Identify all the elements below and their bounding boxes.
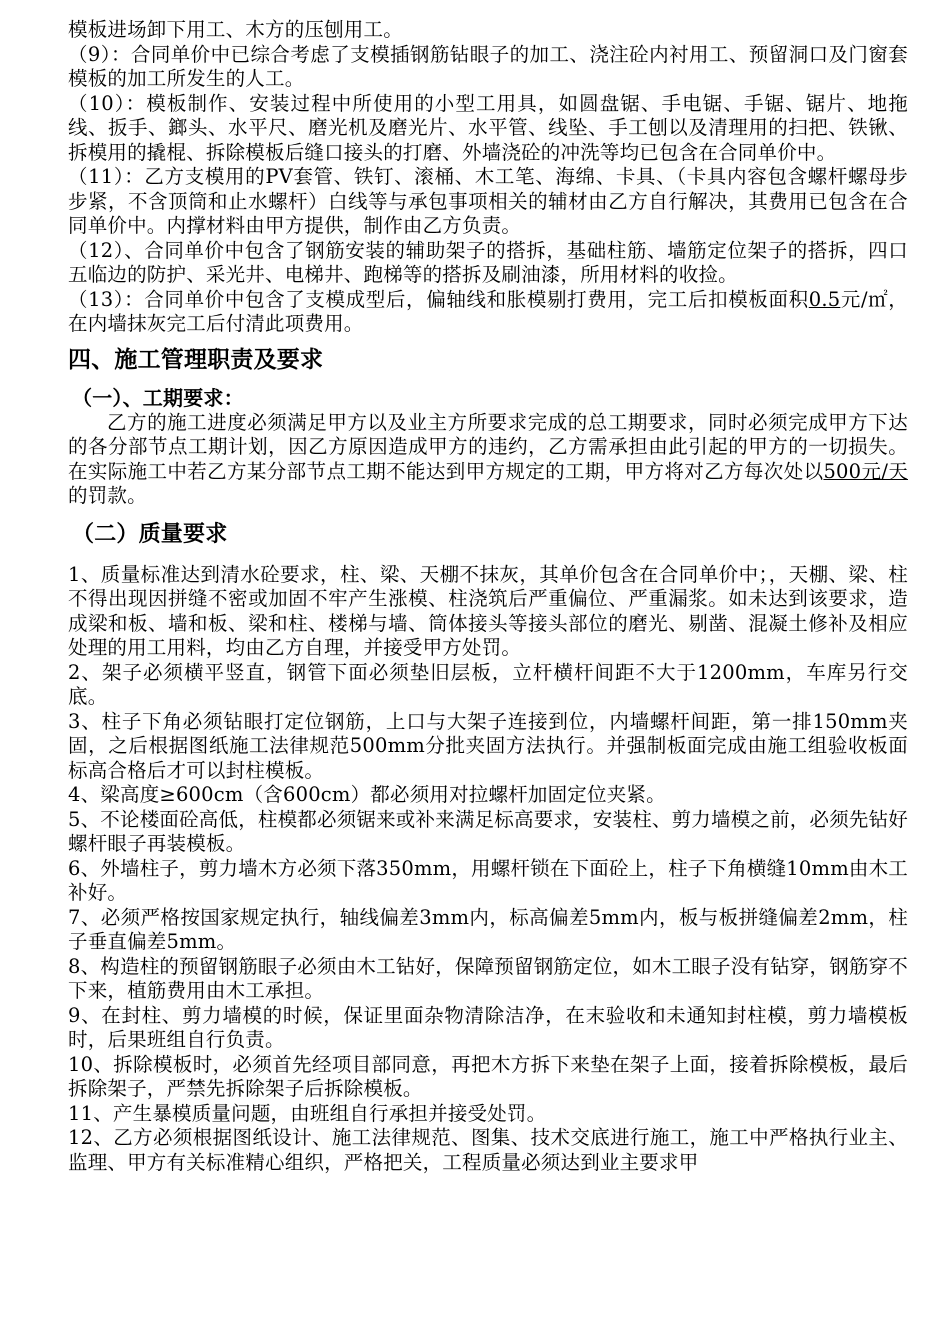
item13-text-pre: （13）：合同单价中包含了支模成型后，偏轴线和胀模剔打费用，完工后扣模板面积: [68, 287, 809, 311]
schedule-paragraph: [68, 411, 908, 509]
quality-item: 10、拆除模板时，必须首先经项目部同意，再把木方拆下来垫在架子上面，接着拆除模板，最后拆除架子，严禁先拆除架子后拆除模板。: [68, 1052, 908, 1100]
quality-item: 12、乙方必须根据图纸设计、施工法律规范、图集、技术交底进行施工，施工中严格执行业主、监理、甲方有关标准精心组织，严格把关，工程质量必须达到业主要求甲: [68, 1126, 908, 1174]
quality-item: 4、梁高度≥600cm（含600cm）都必须用对拉螺杆加固定位夹紧。: [68, 783, 666, 806]
section-heading: 四、施工管理职责及要求: [68, 346, 324, 373]
contract-item-9: （9）：合同单价中已综合考虑了支模插钢筋钻眼子的加工、浇注砼内衬用工、预留洞口及门窗套模板的加工所发生的人工。: [68, 42, 908, 90]
item13-value: 0.5: [808, 287, 841, 311]
item13-text-post: 元/㎡，在内墙抹灰完工后付清此项费用。: [68, 287, 908, 335]
quality-item: 2、架子必须横平竖直，钢管下面必须垫旧层板，立杆横杆间距不大于1200mm，车库另行交底。: [68, 660, 908, 708]
quality-item: 6、外墙柱子，剪力墙木方必须下落350mm，用螺杆锁在下面砼上，柱子下角横缝10mm由木工补好。: [68, 856, 908, 904]
schedule-fine: 500元/天: [823, 459, 908, 483]
quality-item: 9、在封柱、剪力墙模的时候，保证里面杂物清除洁净，在末验收和未通知封柱模，剪力墙模板时，后果班组自行负责。: [68, 1003, 908, 1051]
contract-item-12: （12）、合同单价中包含了钢筋安装的辅助架子的搭拆，基础柱筋、墙筋定位架子的搭拆，四口五临边的防护、采光井、电梯井、跑梯等的搭拆及刷油漆，所用材料的收捡。: [68, 238, 908, 286]
quality-item: 5、不论楼面砼高低，柱模都必须锯来或补来满足标高要求，安装柱、剪力墙模之前，必须先钻好螺杆眼子再装模板。: [68, 807, 909, 855]
quality-item: 7、必须严格按国家规定执行，轴线偏差3mm内，标高偏差5mm内，板与板拼缝偏差2mm，柱子垂直偏差5mm。: [68, 905, 908, 953]
contract-item-11: （11）：乙方支模用的PV套管、铁钉、滚桶、木工笔、海绵、卡具、（卡具内容包含螺杆螺母步步紧，不含顶筒和止水螺杆）白线等与承包事项相关的辅材由乙方自行解决，其费用已包含在合同单价中。内撑材料由甲方提供，制作由乙方负责。: [68, 165, 908, 237]
item8-tail: 模板进场卸下用工、木方的压刨用工。: [68, 18, 403, 41]
contract-item-13: [68, 288, 908, 337]
quality-item: 3、柱子下角必须钻眼打定位钢筋，上口与大架子连接到位，内墙螺杆间距，第一排150mm夹固，之后根据图纸施工法律规范500mm分批夹固方法执行。并强制板面完成由施工组验收板面标高合格后才可以封柱模板。: [68, 709, 908, 782]
quality-item: 1、质量标准达到清水砼要求，柱、梁、天棚不抹灰，其单价包含在合同单价中；，天棚、梁、柱不得出现因拼缝不密或加固不牢产生涨模、柱浇筑后严重偏位、严重漏浆。如未达到该要求，造成梁和板、墙和板、梁和柱、楼梯与墙、筒体接头等接头部位的磨光、剔凿、混凝土修补及相应处理的用工用料，均由乙方自理，并接受甲方处罚。: [68, 562, 908, 659]
subsection-schedule-title: （一）、工期要求：: [72, 385, 244, 410]
quality-item: 11、产生暴模质量问题，由班组自行承担并接受处罚。: [68, 1101, 547, 1125]
schedule-text-post: 的罚款。: [68, 484, 147, 507]
schedule-text-pre: 乙方的施工进度必须满足甲方以及业主方所要求完成的总工期要求，同时必须完成甲方下达的各分部节点工期计划，因乙方原因造成甲方的违约，乙方需承担由此引起的甲方的一切损失。在实际施工中若乙方某分部节点工期不能达到甲方规定的工期，甲方将对乙方每次处以: [68, 410, 908, 483]
quality-item: 8、构造柱的预留钢筋眼子必须由木工钻好，保障预留钢筋定位，如木工眼子没有钻穿，钢筋穿不下来，植筋费用由木工承担。: [68, 954, 909, 1002]
contract-item-10: （10）：模板制作、安装过程中所使用的小型工用具，如圆盘锯、手电锯、手锯、锯片、地拖线、扳手、鎯头、水平尺、磨光机及磨光片、水平管、线坠、手工刨以及清理用的扫把、铁锹、拆模用的撬棍、拆除模板后缝口接头的打磨、外墙浇砼的冲洗等均已包含在合同单价中。: [68, 91, 908, 164]
document-page: [68, 18, 908, 1175]
subsection-quality-title: （二）质量要求: [72, 521, 228, 547]
